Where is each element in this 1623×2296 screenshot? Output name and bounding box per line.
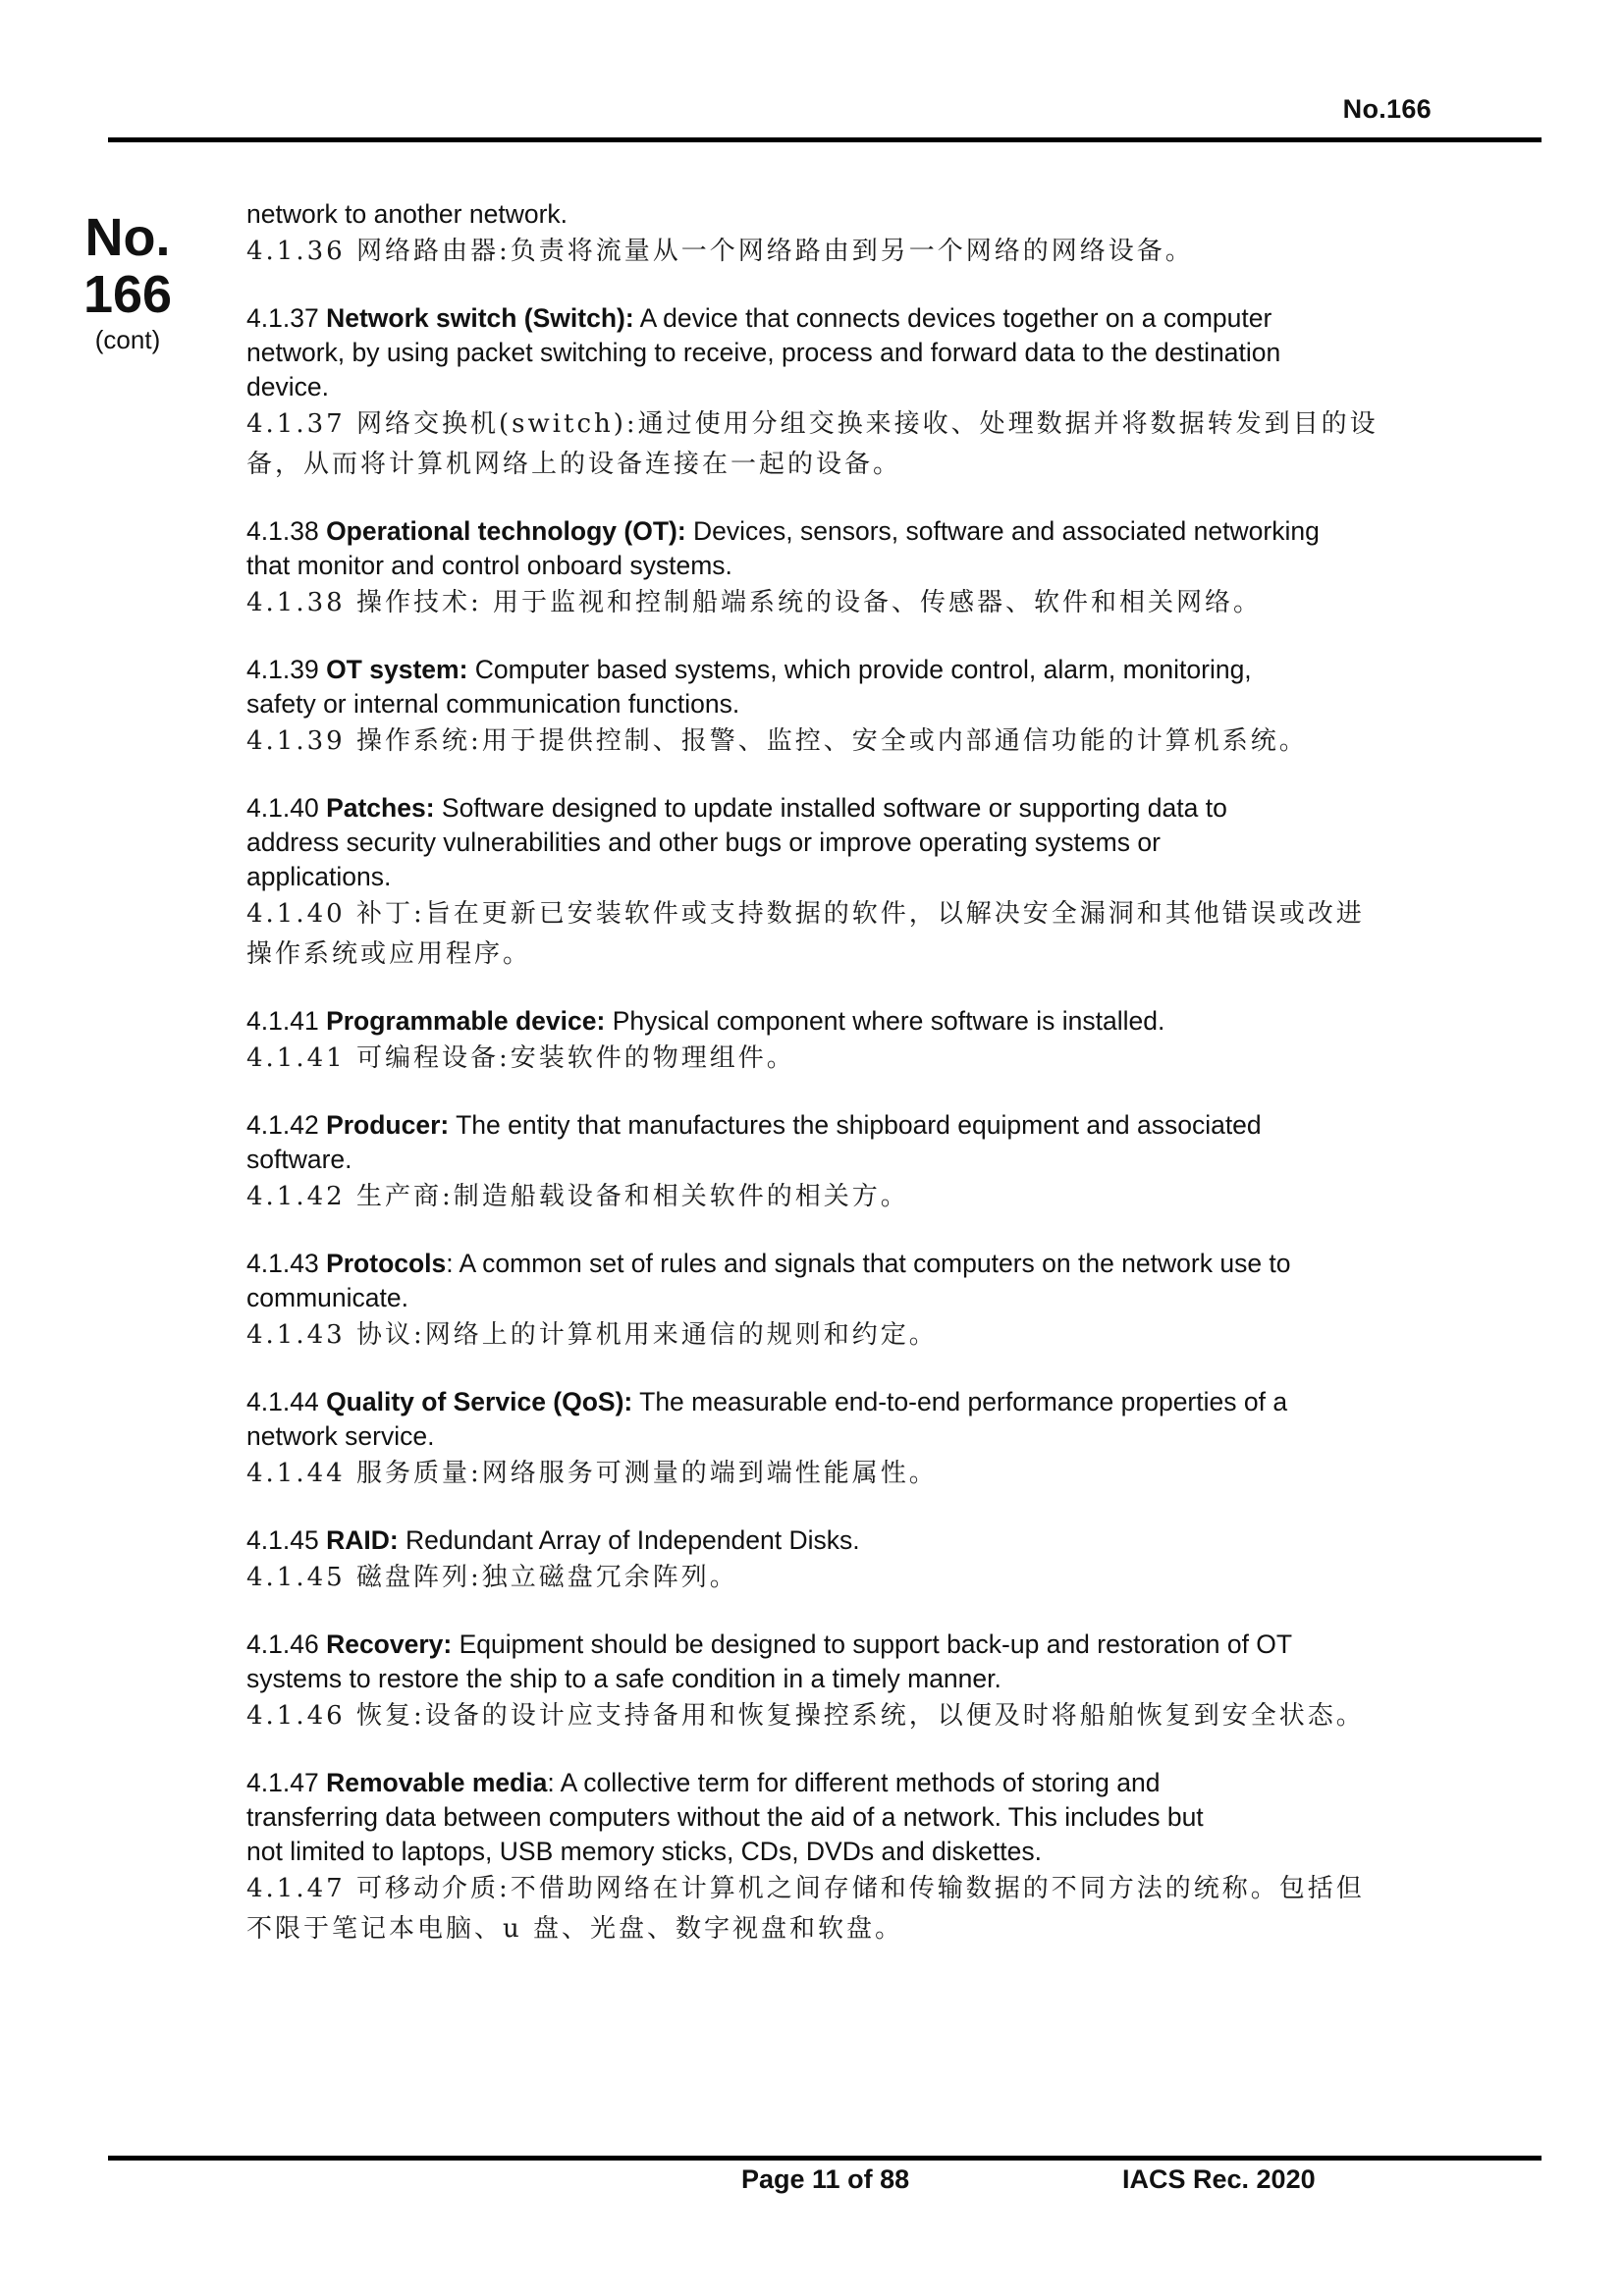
definition-entry xyxy=(246,653,1503,762)
definition-body: Software designed to update installed software or supporting data to xyxy=(434,793,1227,823)
definition-text-zh: 操作系统或应用程序。 xyxy=(246,939,532,969)
definition-text-en: not limited to laptops, USB memory sticks, CDs, DVDs and diskettes. xyxy=(246,1837,1042,1866)
definition-text-en xyxy=(246,514,1503,549)
definition-text-en xyxy=(246,1523,1503,1558)
definition-text-en: that monitor and control onboard systems. xyxy=(246,551,732,580)
definition-text-zh: 4.1.45 磁盘阵列:独立磁盘冗余阵列。 xyxy=(246,1563,738,1592)
definition-entry xyxy=(246,1766,1503,1949)
definition-text-en xyxy=(246,301,1503,336)
definition-text-en xyxy=(246,1766,1503,1800)
definition-body: The measurable end-to-end performance properties of a xyxy=(632,1387,1288,1416)
definition-term: Recovery: xyxy=(326,1629,453,1659)
definition-text-en: transferring data between computers without the aid of a network. This includes but xyxy=(246,1802,1204,1832)
definition-term: Network switch (Switch): xyxy=(326,303,634,333)
definition-continuation-en: network to another network. xyxy=(246,199,568,229)
definition-text-en: communicate. xyxy=(246,1283,408,1312)
definition-entry xyxy=(246,1628,1503,1736)
definition-text-en: device. xyxy=(246,372,329,401)
definition-number: 4.1.47 xyxy=(246,1768,319,1797)
definition-body: Computer based systems, which provide control, alarm, monitoring, xyxy=(467,655,1252,684)
definition-entry xyxy=(246,1247,1503,1356)
definition-text-zh: 4.1.42 生产商:制造船载设备和相关软件的相关方。 xyxy=(246,1182,909,1211)
definition-entry-intro xyxy=(246,197,1503,272)
definition-entry xyxy=(246,1523,1503,1598)
definition-number: 4.1.41 xyxy=(246,1006,319,1036)
definition-text-en: applications. xyxy=(246,862,392,891)
definition-body: Redundant Array of Independent Disks. xyxy=(398,1525,860,1555)
definition-list xyxy=(246,301,1503,1949)
definition-text-zh: 4.1.46 恢复:设备的设计应支持备用和恢复操控系统，以便及时将船舶恢复到安全状态。 xyxy=(246,1701,1365,1731)
definition-entry xyxy=(246,1004,1503,1079)
definition-term: Patches: xyxy=(326,793,435,823)
definition-text-zh: 4.1.37 网络交换机(switch):通过使用分组交换来接收、处理数据并将数据转发到目的设 xyxy=(246,409,1379,439)
definition-continuation-zh: 4.1.36 网络路由器:负责将流量从一个网络路由到另一个网络的网络设备。 xyxy=(246,237,1194,266)
definition-term: Programmable device: xyxy=(326,1006,606,1036)
definition-body: A device that connects devices together on a computer xyxy=(633,303,1272,333)
definition-text-en: network, by using packet switching to receive, process and forward data to the destination xyxy=(246,338,1281,367)
definition-body: Physical component where software is installed. xyxy=(605,1006,1165,1036)
definition-term: Removable media xyxy=(326,1768,548,1797)
definition-term: RAID: xyxy=(326,1525,399,1555)
definition-text-en xyxy=(246,791,1503,826)
definition-text-en: safety or internal communication functions. xyxy=(246,689,740,719)
definition-number: 4.1.43 xyxy=(246,1249,319,1278)
definition-text-zh: 4.1.41 可编程设备:安装软件的物理组件。 xyxy=(246,1043,795,1073)
side-label-number: 166 xyxy=(82,265,173,324)
page-number: Page 11 of 88 xyxy=(741,2164,910,2194)
definition-entry xyxy=(246,514,1503,623)
document-number: No.166 xyxy=(1342,94,1432,124)
definition-entry xyxy=(246,301,1503,485)
definition-number: 4.1.37 xyxy=(246,303,319,333)
definition-text-en: systems to restore the ship to a safe condition in a timely manner. xyxy=(246,1664,1001,1693)
definition-term: Quality of Service (QoS): xyxy=(326,1387,633,1416)
definition-text-en xyxy=(246,1004,1503,1039)
definition-text-en xyxy=(246,1628,1503,1662)
definition-number: 4.1.39 xyxy=(246,655,319,684)
definition-text-zh: 4.1.38 操作技术: 用于监视和控制船端系统的设备、传感器、软件和相关网络。 xyxy=(246,588,1262,617)
definition-entry xyxy=(246,1108,1503,1217)
definition-body: Equipment should be designed to support back-up and restoration of OT xyxy=(452,1629,1293,1659)
definition-text-zh: 备，从而将计算机网络上的设备连接在一起的设备。 xyxy=(246,450,902,479)
definition-text-zh: 4.1.39 操作系统:用于提供控制、报警、监控、安全或内部通信功能的计算机系统。 xyxy=(246,726,1308,756)
definition-text-en: network service. xyxy=(246,1421,435,1451)
definition-text-zh: 不限于笔记本电脑、u 盘、光盘、数字视盘和软盘。 xyxy=(246,1914,904,1944)
definition-entry xyxy=(246,791,1503,975)
definition-text-en xyxy=(246,653,1503,687)
definition-text-en xyxy=(246,1247,1503,1281)
definition-body: The entity that manufactures the shipboard equipment and associated xyxy=(449,1110,1262,1140)
definition-body: : A collective term for different methods of storing and xyxy=(547,1768,1161,1797)
definitions-body xyxy=(246,197,1503,1979)
side-document-label xyxy=(59,209,196,354)
definition-text-zh: 4.1.40 补丁:旨在更新已安装软件或支持数据的软件，以解决安全漏洞和其他错误或改进 xyxy=(246,899,1365,929)
side-label-no: No. xyxy=(84,208,171,267)
definition-number: 4.1.46 xyxy=(246,1629,319,1659)
definition-text-en: address security vulnerabilities and other bugs or improve operating systems or xyxy=(246,828,1161,857)
definition-number: 4.1.45 xyxy=(246,1525,319,1555)
definition-text-zh: 4.1.44 服务质量:网络服务可测量的端到端性能属性。 xyxy=(246,1459,938,1488)
definition-term: Protocols xyxy=(326,1249,447,1278)
definition-term: Producer: xyxy=(326,1110,450,1140)
definition-text-zh: 4.1.47 可移动介质:不借助网络在计算机之间存储和传输数据的不同方法的统称。包括但 xyxy=(246,1874,1365,1903)
definition-text-zh: 4.1.43 协议:网络上的计算机用来通信的规则和约定。 xyxy=(246,1320,938,1350)
footer-rule xyxy=(108,2156,1542,2161)
definition-number: 4.1.38 xyxy=(246,516,319,546)
definition-term: OT system: xyxy=(326,655,468,684)
definition-term: Operational technology (OT): xyxy=(326,516,686,546)
side-label-cont: (cont) xyxy=(94,325,161,354)
definition-number: 4.1.42 xyxy=(246,1110,319,1140)
definition-entry xyxy=(246,1385,1503,1494)
definition-number: 4.1.44 xyxy=(246,1387,319,1416)
definition-text-en xyxy=(246,1385,1503,1419)
definition-text-en: software. xyxy=(246,1145,352,1174)
definition-text-en xyxy=(246,1108,1503,1143)
definition-number: 4.1.40 xyxy=(246,793,319,823)
definition-body: : A common set of rules and signals that computers on the network use to xyxy=(446,1249,1291,1278)
definition-body: Devices, sensors, software and associated networking xyxy=(685,516,1320,546)
rec-label: IACS Rec. 2020 xyxy=(1122,2164,1316,2194)
header-rule xyxy=(108,137,1542,142)
